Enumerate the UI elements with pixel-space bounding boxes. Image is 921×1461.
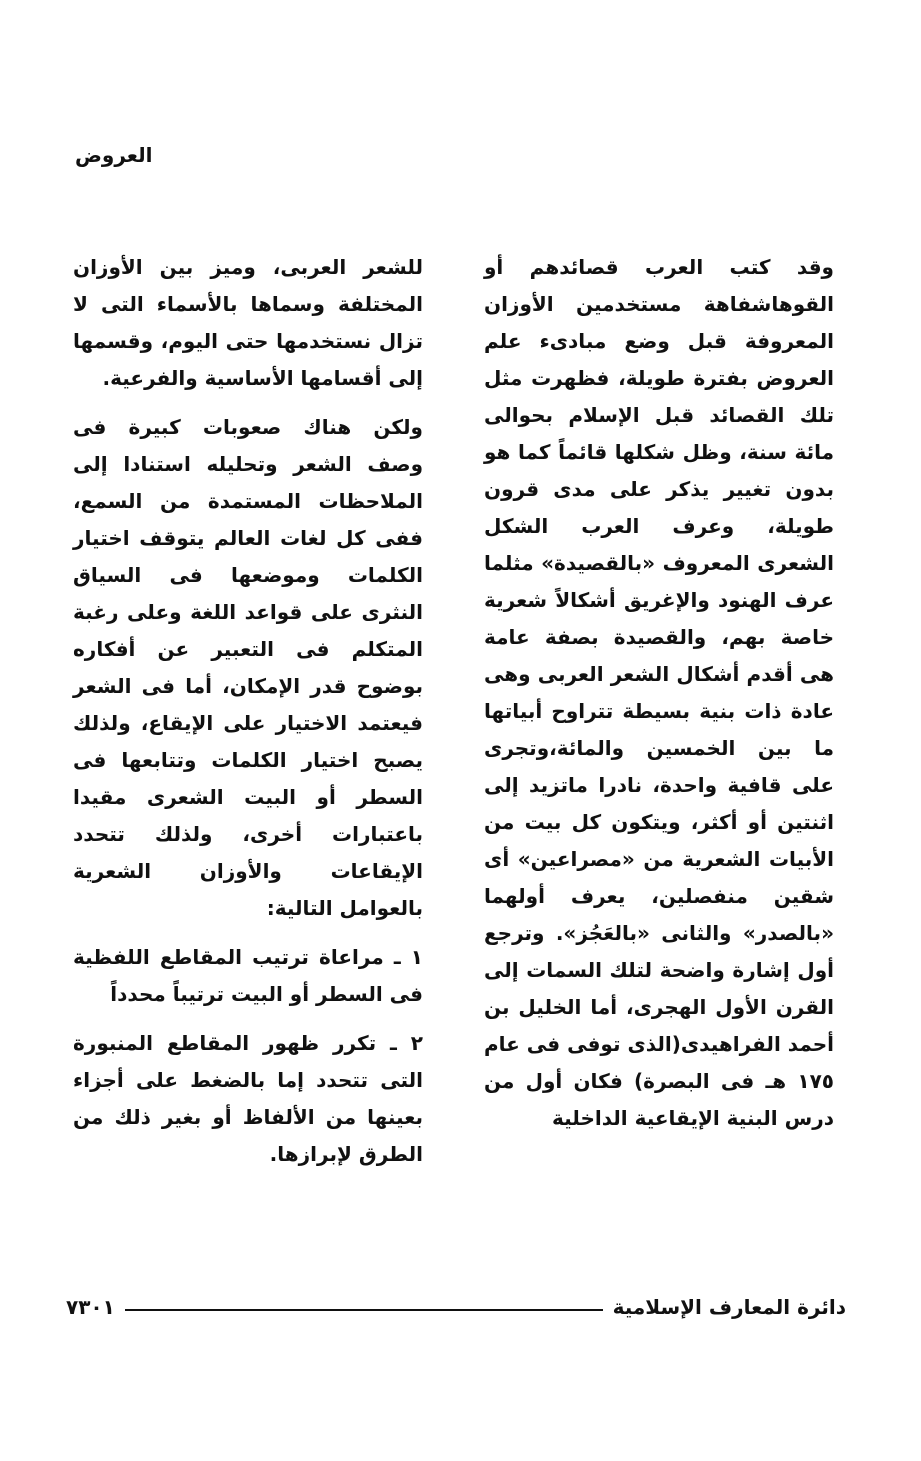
right-text-column bbox=[484, 249, 834, 1137]
list-item-1: ١ ـ مراعاة ترتيب المقاطع اللفظية فى السطر أو البيت ترتيباً محدداً bbox=[73, 945, 423, 1006]
footer-rule bbox=[125, 1309, 603, 1311]
right-column-paragraph: وقد كتب العرب قصائدهم أو القوهاشفاهة مستخدمين الأوزان المعروفة قبل وضع مبادىء علم العروض بفترة طويلة، فظهرت مثل تلك القصائد قبل الإسلام بحوالى مائة سنة، وظل شكلها قائماً كما هو بدون تغيير يذكر على مدى قرون طويلة، وعرف العرب الشكل الشعرى المعروف «بالقصيدة» مثلما عرف الهنود والإغريق أشكالاً شعرية خاصة بهم، والقصيدة بصفة عامة هى أقدم أشكال الشعر العربى وهى عادة ذات بنية بسيطة تتراوح أبياتها ما بين الخمسين والمائة،وتجرى على قافية واحدة، نادرا ماتزيد إلى اثنتين أو أكثر، ويتكون كل بيت من الأبيات الشعرية من «مصراعين» أى شقين منفصلين، يعرف أولهما «بالصدر» والثانى «بالعَجُز». وترجع أول إشارة واضحة لتلك السمات إلى القرن الأول الهجرى، أما الخليل بن أحمد الفراهيدى(الذى توفى فى عام ١٧٥ هـ فى البصرة) فكان أول من درس البنية الإيقاعية الداخلية bbox=[484, 255, 834, 1130]
page-footer bbox=[66, 1292, 846, 1322]
left-text-column bbox=[73, 249, 423, 1173]
footer-publication-title: دائرة المعارف الإسلامية bbox=[612, 1295, 846, 1319]
left-column-paragraph-1: للشعر العربى، وميز بين الأوزان المختلفة وسماها بالأسماء التى لا تزال نستخدمها حتى اليوم، وقسمها إلى أقسامها الأساسية والفرعية. bbox=[73, 255, 423, 390]
page-number: ٧٣٠١ bbox=[66, 1295, 115, 1319]
list-item-2: ٢ ـ تكرر ظهور المقاطع المنبورة التى تتحدد إما بالضغط على أجزاء بعينها من الألفاظ أو بغير ذلك من الطرق لإبرازها. bbox=[73, 1031, 423, 1166]
left-column-paragraph-2: ولكن هناك صعوبات كبيرة فى وصف الشعر وتحليله استنادا إلى الملاحظات المستمدة من السمع، ففى كل لغات العالم يتوقف اختيار الكلمات وموضعها فى السياق النثرى على قواعد اللغة وعلى رغبة المتكلم فى التعبير عن أفكاره بوضوح قدر الإمكان، أما فى الشعر فيعتمد الاختيار على الإيقاع، ولذلك يصبح اختيار الكلمات وتتابعها فى السطر أو البيت الشعرى مقيدا باعتبارات أخرى، ولذلك تتحدد الإيقاعات والأوزان الشعرية بالعوامل التالية: bbox=[73, 415, 423, 920]
running-head-title: العروض bbox=[75, 143, 153, 167]
